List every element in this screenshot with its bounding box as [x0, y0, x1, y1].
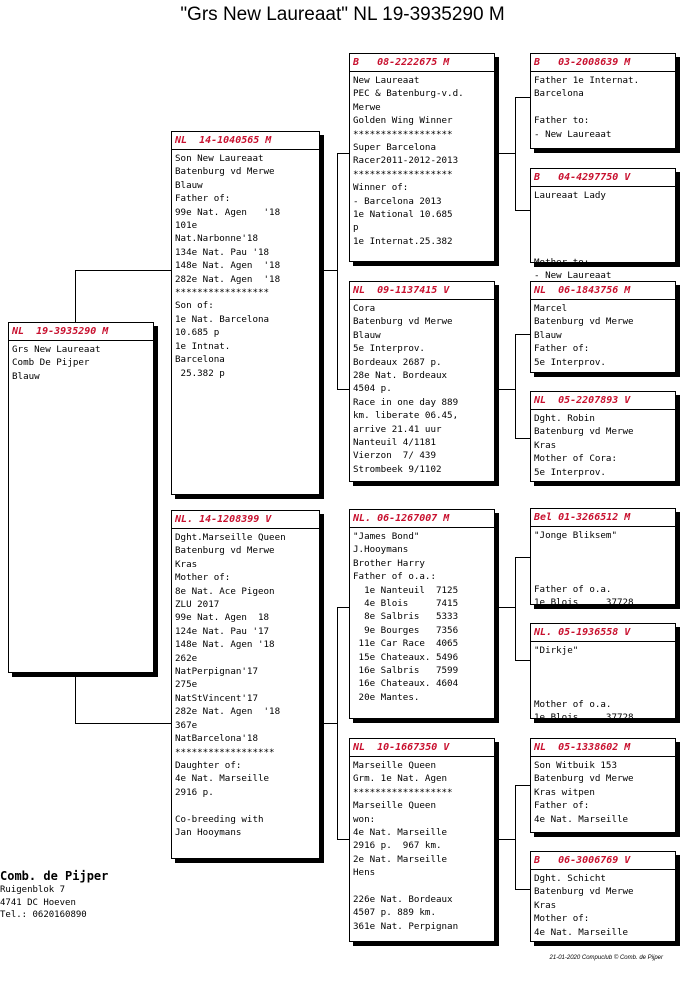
- page-title: "Grs New Laureaat" NL 19-3935290 M: [180, 4, 505, 25]
- ring-number: B 08-2222675 M: [350, 56, 494, 72]
- connector-line: [515, 889, 530, 890]
- pigeon-details: Marcel Batenburg vd Merwe Blauw Father of: 5e Interprov.: [534, 303, 634, 368]
- connector-line: [75, 723, 171, 724]
- pigeon-card-dam-dam-sire[interactable]: [530, 738, 676, 833]
- pigeon-card-subject[interactable]: [8, 322, 154, 673]
- connector-line: [515, 785, 530, 786]
- owner-name: Comb. de Pijper: [0, 869, 109, 883]
- ring-number: NL 05-2207893 V: [531, 394, 675, 410]
- connector-line: [75, 672, 76, 724]
- pigeon-details: Grs New Laureaat Comb De Pijper Blauw: [12, 344, 101, 382]
- owner-address: Ruigenblok 7: [0, 885, 66, 895]
- pigeon-card-sire-sire-dam[interactable]: [530, 168, 676, 282]
- connector-line: [495, 153, 515, 154]
- pigeon-card-sire[interactable]: [171, 131, 320, 495]
- ring-number: NL 05-1338602 M: [531, 741, 675, 757]
- pigeon-card-sire-sire-sire[interactable]: [530, 53, 676, 149]
- connector-line: [495, 389, 515, 390]
- pigeon-details: Father 1e Internat. Barcelona Father to: - New Laureaat: [534, 75, 640, 140]
- connector-line: [515, 438, 530, 439]
- connector-line: [495, 607, 515, 608]
- connector-line: [337, 153, 349, 154]
- connector-line: [320, 723, 337, 724]
- ring-number: NL 10-1667350 V: [350, 741, 494, 757]
- pigeon-details: "Dirkje" Mother of o.a. 1e Blois 37728: [534, 645, 634, 724]
- connector-line: [515, 557, 516, 661]
- pigeon-card-sire-dam-dam[interactable]: [530, 391, 676, 482]
- connector-line: [320, 270, 337, 271]
- owner-block: [0, 868, 108, 922]
- connector-line: [515, 660, 530, 661]
- ring-number: NL 14-1040565 M: [172, 134, 319, 150]
- pigeon-details: Son New Laureaat Batenburg vd Merwe Blauw Father of: 99e Nat. Agen '18 101e Nat.Narbonne'18 134e Nat. Pau '18 148e Nat. Agen '18 282e Nat. Agen '18 ***************** Son of: 1e Nat. Barcelona 10.685 p 1e Intnat. Barcelona 25.382 p: [175, 153, 281, 379]
- footer-credit: 21-01-2020 Compuclub © Comb. de Pijper: [549, 955, 663, 961]
- ring-number: B 06-3006769 V: [531, 854, 675, 870]
- pigeon-details: "Jonge Bliksem" Father of o.a. 1e Blois 37728: [534, 530, 634, 609]
- pigeon-card-dam-sire[interactable]: [349, 509, 495, 719]
- connector-line: [75, 270, 76, 322]
- connector-line: [515, 210, 530, 211]
- connector-line: [515, 97, 516, 211]
- pigeon-details: Cora Batenburg vd Merwe Blauw 5e Interprov. Bordeaux 2687 p. 28e Nat. Bordeaux 4504 p. Race in one day 889 km. liberate 06.45, arrive 21.41 uur Nanteuil 4/1181 Vierzon 7/ 439 Strombeek 9/1102: [353, 303, 459, 475]
- owner-phone: Tel.: 0620160890: [0, 910, 87, 920]
- connector-line: [495, 839, 515, 840]
- pigeon-card-sire-sire[interactable]: [349, 53, 495, 262]
- owner-city: 4741 DC Hoeven: [0, 897, 76, 908]
- connector-line: [515, 334, 516, 439]
- connector-line: [75, 270, 171, 271]
- pigeon-card-dam-sire-dam[interactable]: [530, 623, 676, 724]
- connector-line: [337, 607, 349, 608]
- pigeon-details: "James Bond" J.Hooymans Brother Harry Father of o.a.: 1e Nanteuil 7125 4e Blois 7415 8e Salbris 5333 9e Bourges 7356 11e Car Race 4065 15e Chateaux. 5496 16e Salbris 7599 16e Chateaux. 4604 20e Mantes.: [353, 531, 459, 703]
- connector-line: [337, 389, 349, 390]
- pigeon-details: Dght. Schicht Batenburg vd Merwe Kras Mother of: 4e Nat. Marseille: [534, 873, 634, 938]
- connector-line: [337, 153, 338, 390]
- pigeon-card-dam-dam-dam[interactable]: [530, 851, 676, 942]
- ring-number: NL 09-1137415 V: [350, 284, 494, 300]
- connector-line: [515, 557, 530, 558]
- connector-line: [515, 97, 530, 98]
- connector-line: [337, 839, 349, 840]
- connector-line: [515, 334, 530, 335]
- pigeon-details: Son Witbuik 153 Batenburg vd Merwe Kras witpen Father of: 4e Nat. Marseille: [534, 760, 634, 825]
- pigeon-details: Marseille Queen Grm. 1e Nat. Agen ****************** Marseille Queen won: 4e Nat. Marseille 2916 p. 967 km. 2e Nat. Marseille Hens 226e Nat. Bordeaux 4507 p. 889 km. 361e Nat. Perpignan: [353, 760, 459, 932]
- ring-number: B 04-4297750 V: [531, 171, 675, 187]
- ring-number: NL. 05-1936558 V: [531, 626, 675, 642]
- connector-line: [515, 785, 516, 890]
- pigeon-details: Dght.Marseille Queen Batenburg vd Merwe Kras Mother of: 8e Nat. Ace Pigeon ZLU 2017 99e Nat. Agen 18 124e Nat. Pau '17 148e Nat. Agen '18 262e NatPerpignan'17 275e NatStVincent'17 282e Nat. Agen '18 367e NatBarcelona'18 ****************** Daughter of: 4e Nat. Marseille 2916 p. Co-breeding with Jan Hooymans: [175, 532, 286, 838]
- ring-number: Bel 01-3266512 M: [531, 511, 675, 527]
- pigeon-card-dam-dam[interactable]: [349, 738, 495, 942]
- ring-number: NL. 14-1208399 V: [172, 513, 319, 529]
- pigeon-card-dam[interactable]: [171, 510, 320, 859]
- pigeon-card-sire-dam[interactable]: [349, 281, 495, 482]
- pigeon-card-dam-sire-sire[interactable]: [530, 508, 676, 609]
- connector-line: [337, 607, 338, 840]
- pigeon-details: Dght. Robin Batenburg vd Merwe Kras Mother of Cora: 5e Interprov.: [534, 413, 634, 478]
- pigeon-details: Laureaat Lady Mother to: - New Laureaat: [534, 190, 612, 282]
- ring-number: B 03-2008639 M: [531, 56, 675, 72]
- pigeon-card-sire-dam-sire[interactable]: [530, 281, 676, 373]
- ring-number: NL. 06-1267007 M: [350, 512, 494, 528]
- ring-number: NL 19-3935290 M: [9, 325, 153, 341]
- ring-number: NL 06-1843756 M: [531, 284, 675, 300]
- pigeon-details: New Laureaat PEC & Batenburg-v.d. Merwe Golden Wing Winner ****************** Super Barcelona Racer2011-2012-2013 ****************** Winner of: - Barcelona 2013 1e National 10.685 p 1e Internat.25.382: [353, 75, 464, 247]
